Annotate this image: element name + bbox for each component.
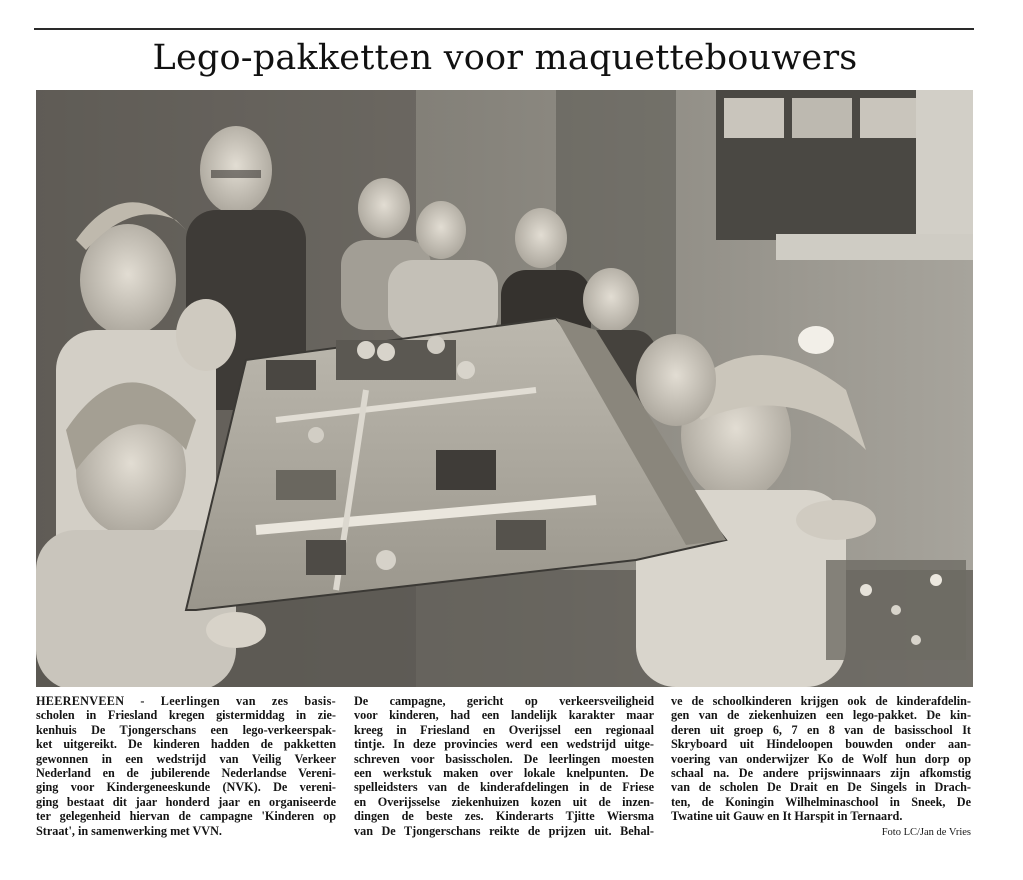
article-line: scholen in Friesland kregen gistermiddag in zie- bbox=[36, 708, 336, 723]
article-line: ve de schoolkinderen krijgen ook de kinderafdelin- bbox=[671, 694, 971, 708]
article-line: gewonnen in een wedstrijd van Veilig Verkeer bbox=[36, 751, 336, 766]
article-line: dingen de beste zes. Kinderarts Tjitte Wiersma bbox=[354, 809, 654, 824]
article-line: Straat', in samenwerking met VVN. bbox=[36, 823, 222, 838]
article-column-1 bbox=[36, 694, 336, 838]
article-line: een werkstuk maken over lokale knelpunten. De bbox=[354, 765, 654, 780]
article-column-2 bbox=[354, 694, 654, 838]
article-line: voor kinderen, had een landelijk karakter maar bbox=[354, 708, 654, 723]
article-line: ging voor Kindergeneeskunde (NVK). De vereni- bbox=[36, 780, 336, 795]
article-line: ket uitgereikt. De kinderen hadden de pakketten bbox=[36, 737, 336, 752]
article-line: Skryboard uit Hindeloopen bouwden onder aan- bbox=[671, 737, 971, 752]
article-line: en Overijsselse ziekenhuizen kozen uit de inzen- bbox=[354, 794, 654, 809]
article-line: tintje. In deze provincies werd een wedstrijd uitge- bbox=[354, 737, 654, 752]
article-line: Twatine uit Gauw en It Harspit in Ternaard. bbox=[671, 809, 903, 824]
article-line: deren uit groep 6, 7 en 8 van de basisschool It bbox=[671, 722, 971, 737]
article-line: De campagne, gericht op verkeersveiligheid bbox=[354, 694, 654, 708]
article-line: van De Tjongerschans reikte de prijzen uit. Behal- bbox=[354, 823, 654, 838]
top-rule bbox=[34, 28, 974, 30]
article-line: schaal na. De andere prijswinnaars zijn afkomstig bbox=[671, 765, 971, 780]
article-line: kreeg in Friesland en Overijssel een regionaal bbox=[354, 722, 654, 737]
photograph-of-children-with-lego-model-icon bbox=[36, 90, 973, 687]
headline: Lego-pakketten voor maquettebouwers bbox=[152, 38, 858, 78]
article-body bbox=[36, 694, 973, 844]
news-photo bbox=[36, 90, 973, 687]
article-column-3 bbox=[671, 694, 971, 824]
article-line: van de scholen De Drait en De Singels in Drach- bbox=[671, 780, 971, 795]
article-line: gen van de ziekenhuizen een lego-pakket. De kin- bbox=[671, 708, 971, 723]
article-line: HEERENVEEN - Leerlingen van zes basis- bbox=[36, 694, 336, 708]
article-line: voering van onderwijzer Ko de Wolf hun dorp op bbox=[671, 751, 971, 766]
article-line: ten, de Koningin Wilhelminaschool in Sneek, De bbox=[671, 794, 971, 809]
article-line: ging bestaat dit jaar honderd jaar en organiseerde bbox=[36, 794, 336, 809]
photo-credit: Foto LC/Jan de Vries bbox=[881, 827, 971, 838]
article-line: spelleidsters van de kinderafdelingen in de Friese bbox=[354, 780, 654, 795]
article-line: Nederland en de jubilerende Nederlandse Vereni- bbox=[36, 765, 336, 780]
article-line: ter gelegenheid hiervan de campagne 'Kinderen op bbox=[36, 809, 336, 824]
article-line: schreven voor basisscholen. De leerlingen moesten bbox=[354, 751, 654, 766]
article-line: kenhuis De Tjongerschans een lego-verkeerspak- bbox=[36, 722, 336, 737]
